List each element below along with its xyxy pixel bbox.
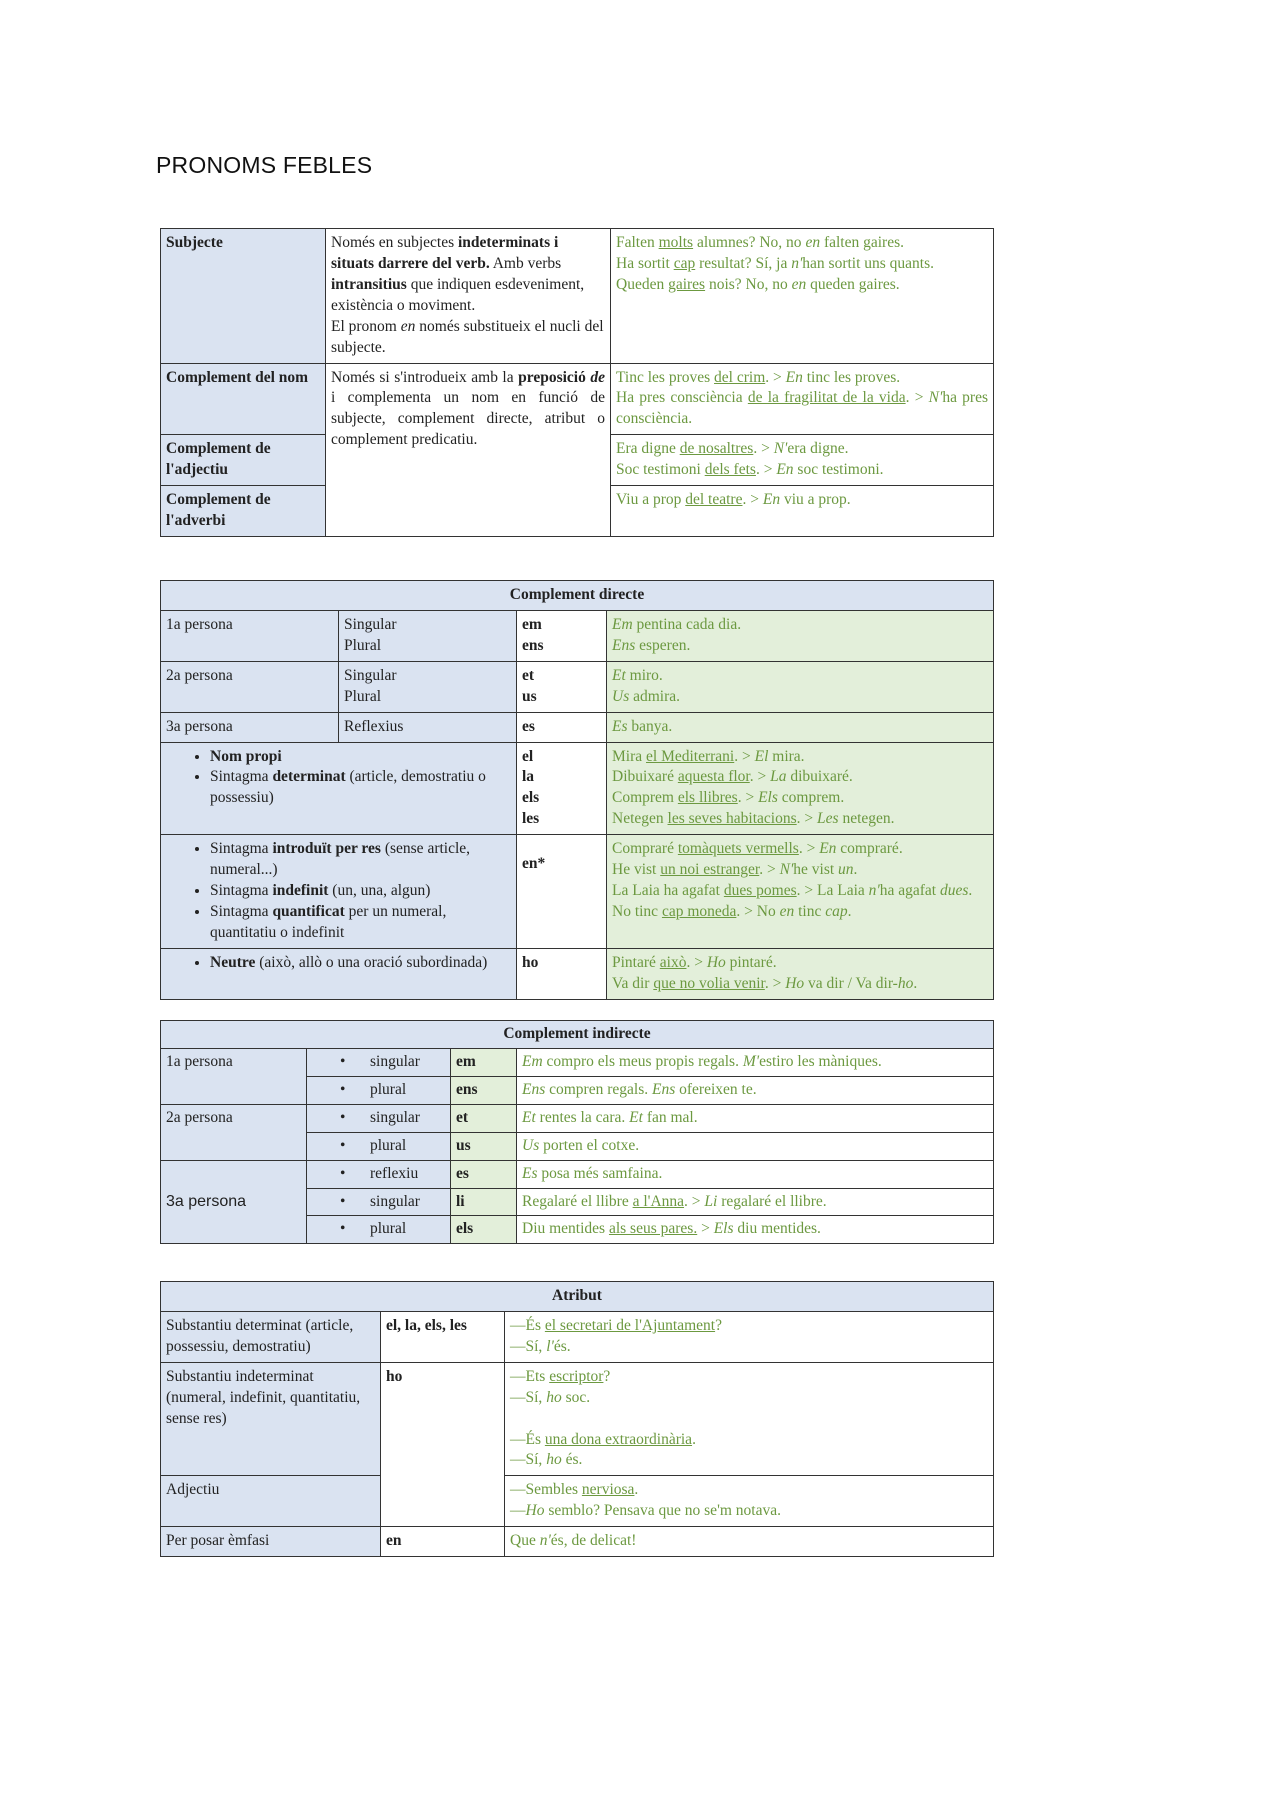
pronoun-cell: ens: [451, 1076, 517, 1104]
pronoun-cell: ho: [517, 948, 607, 999]
pronoun-cell: el, la, els, les: [381, 1311, 505, 1362]
list-item: • Nom propi: [210, 747, 511, 768]
table-complement-directe: [160, 580, 994, 1000]
pronoun-cell: us: [451, 1132, 517, 1160]
category-list: [166, 953, 511, 974]
table-row: [161, 661, 994, 712]
pronoun-cell: em ens: [517, 610, 607, 661]
examples-cell: Que n'és, de delicat!: [505, 1527, 994, 1557]
examples-cell: Em pentina cada dia. Ens esperen.: [607, 610, 994, 661]
category-cell: [161, 742, 517, 835]
table-row: [161, 1476, 994, 1527]
table-complement-indirecte: [160, 1020, 994, 1244]
table-header-row: [161, 1282, 994, 1312]
table-row: [161, 712, 994, 742]
examples-cell: Ens compren regals. Ens ofereixen te.: [517, 1076, 994, 1104]
examples-cell: Es posa més samfaina.: [517, 1160, 994, 1188]
category-cell: [161, 948, 517, 999]
examples-cell: Mira el Mediterrani. > El mira. Dibuixaré aquesta flor. > La dibuixaré. Comprem els llibres. > Els comprem. Netegen les seves habitacions. > Les netegen.: [607, 742, 994, 835]
list-item: • Sintagma introduït per res (sense article, numeral...): [210, 839, 511, 881]
list-item: • Sintagma indefinit (un, una, algun): [210, 881, 511, 902]
table-row: [161, 835, 994, 949]
table-row: [161, 1311, 994, 1362]
examples-cell: Pintaré això. > Ho pintaré. Va dir que no volia venir. > Ho va dir / Va dir-ho.: [607, 948, 994, 999]
document-title: PRONOMS FEBLES: [156, 152, 373, 178]
list-item: • Sintagma quantificat per un numeral, quantitatiu o indefinit: [210, 902, 511, 944]
form-cell: • plural: [307, 1216, 451, 1244]
category-cell: Substantiu determinat (article, possessiu, demostratiu): [161, 1311, 381, 1362]
pronoun-cell: ho: [381, 1362, 505, 1526]
category-cell: Per posar èmfasi: [161, 1527, 381, 1557]
examples-cell: —Ets escriptor? —Sí, ho soc. —És una dona extraordinària. —Sí, ho és.: [505, 1362, 994, 1476]
table-header-row: [161, 1021, 994, 1049]
table-row: [161, 948, 994, 999]
table-row: [161, 1048, 994, 1076]
examples-cell: Em compro els meus propis regals. M'estiro les màniques.: [517, 1048, 994, 1076]
form-cell: • plural: [307, 1076, 451, 1104]
category-list: [166, 839, 511, 944]
examples-cell: —Sembles nerviosa. —Ho semblo? Pensava que no se'm notava.: [505, 1476, 994, 1527]
row-label: Complement de l'adverbi: [161, 486, 326, 537]
examples-cell: Compraré tomàquets vermells. > En compraré. He vist un noi estranger. > N'he vist un. La Laia ha agafat dues pomes. > La Laia n'ha agafat dues. No tinc cap moneda. > No en tinc cap.: [607, 835, 994, 949]
examples-cell: Viu a prop del teatre. > En viu a prop.: [611, 486, 994, 537]
pronoun-cell: et: [451, 1104, 517, 1132]
pronoun-cell: [517, 835, 607, 949]
form-cell: • plural: [307, 1132, 451, 1160]
form-cell: • reflexiu: [307, 1160, 451, 1188]
pronoun-cell: els: [451, 1216, 517, 1244]
persona-cell: 2a persona: [161, 1104, 307, 1160]
row-label: Complement del nom: [161, 363, 326, 435]
persona-cell: 3a persona: [161, 1160, 307, 1244]
pronoun-cell: em: [451, 1048, 517, 1076]
list-item: • Neutre (això, allò o una oració subordinada): [210, 953, 511, 974]
persona-cell: 1a persona: [161, 1048, 307, 1104]
category-list: [166, 747, 511, 810]
form-cell: • singular: [307, 1188, 451, 1216]
examples-cell: Et rentes la cara. Et fan mal.: [517, 1104, 994, 1132]
persona-cell: 2a persona: [161, 661, 339, 712]
number-cell: Singular Plural: [339, 610, 517, 661]
table-subjecte-complements: [160, 228, 994, 537]
category-cell: [161, 835, 517, 949]
table-row: [161, 1160, 994, 1188]
category-cell: Substantiu indeterminat (numeral, indefinit, quantitatiu, sense res): [161, 1362, 381, 1476]
table-row: [161, 1362, 994, 1476]
table-header-row: [161, 581, 994, 611]
row-label: Complement de l'adjectiu: [161, 435, 326, 486]
table-header: Atribut: [161, 1282, 994, 1312]
pronoun-cell: et us: [517, 661, 607, 712]
description-cell: Només en subjectes indeterminats i situats darrere del verb. Amb verbs intransitius que indiquen esdeveniment, existència o moviment. El pronom en només substitueix el nucli del subjecte.: [326, 229, 611, 364]
pronoun-cell: el la els les: [517, 742, 607, 835]
pronoun-cell: es: [451, 1160, 517, 1188]
examples-cell: Es banya.: [607, 712, 994, 742]
persona-cell: 1a persona: [161, 610, 339, 661]
pronoun-cell: es: [517, 712, 607, 742]
table-row: [161, 363, 994, 435]
row-label: Subjecte: [161, 229, 326, 364]
examples-cell: Tinc les proves del crim. > En tinc les proves. Ha pres consciència de la fragilitat de la vida. > N'ha pres consciència.: [611, 363, 994, 435]
table-atribut: [160, 1281, 994, 1557]
table-row: [161, 742, 994, 835]
examples-cell: —És el secretari de l'Ajuntament? —Sí, l'és.: [505, 1311, 994, 1362]
table-row: [161, 229, 994, 364]
examples-cell: Regalaré el llibre a l'Anna. > Li regalaré el llibre.: [517, 1188, 994, 1216]
pronoun-cell: li: [451, 1188, 517, 1216]
list-item: • Sintagma determinat (article, demostratiu o possessiu): [210, 767, 511, 809]
table-header: Complement directe: [161, 581, 994, 611]
number-cell: Reflexius: [339, 712, 517, 742]
examples-cell: Falten molts alumnes? No, no en falten gaires. Ha sortit cap resultat? Sí, ja n'han sortit uns quants. Queden gaires nois? No, no en queden gaires.: [611, 229, 994, 364]
pronoun-cell: en: [381, 1527, 505, 1557]
number-cell: Singular Plural: [339, 661, 517, 712]
category-cell: Adjectiu: [161, 1476, 381, 1527]
examples-cell: Us porten el cotxe.: [517, 1132, 994, 1160]
table-header: Complement indirecte: [161, 1021, 994, 1049]
examples-cell: Diu mentides als seus pares. > Els diu mentides.: [517, 1216, 994, 1244]
description-cell: Només si s'introdueix amb la preposició de i complementa un nom en funció de subjecte, complement directe, atribut o complement predicatiu.: [326, 363, 611, 537]
examples-cell: Era digne de nosaltres. > N'era digne. Soc testimoni dels fets. > En soc testimoni.: [611, 435, 994, 486]
table-row: [161, 1527, 994, 1557]
table-row: [161, 1104, 994, 1132]
table-row: [161, 610, 994, 661]
pronoun-text: en*: [522, 854, 546, 872]
examples-cell: Et miro. Us admira.: [607, 661, 994, 712]
form-cell: • singular: [307, 1104, 451, 1132]
persona-cell: 3a persona: [161, 712, 339, 742]
form-cell: • singular: [307, 1048, 451, 1076]
